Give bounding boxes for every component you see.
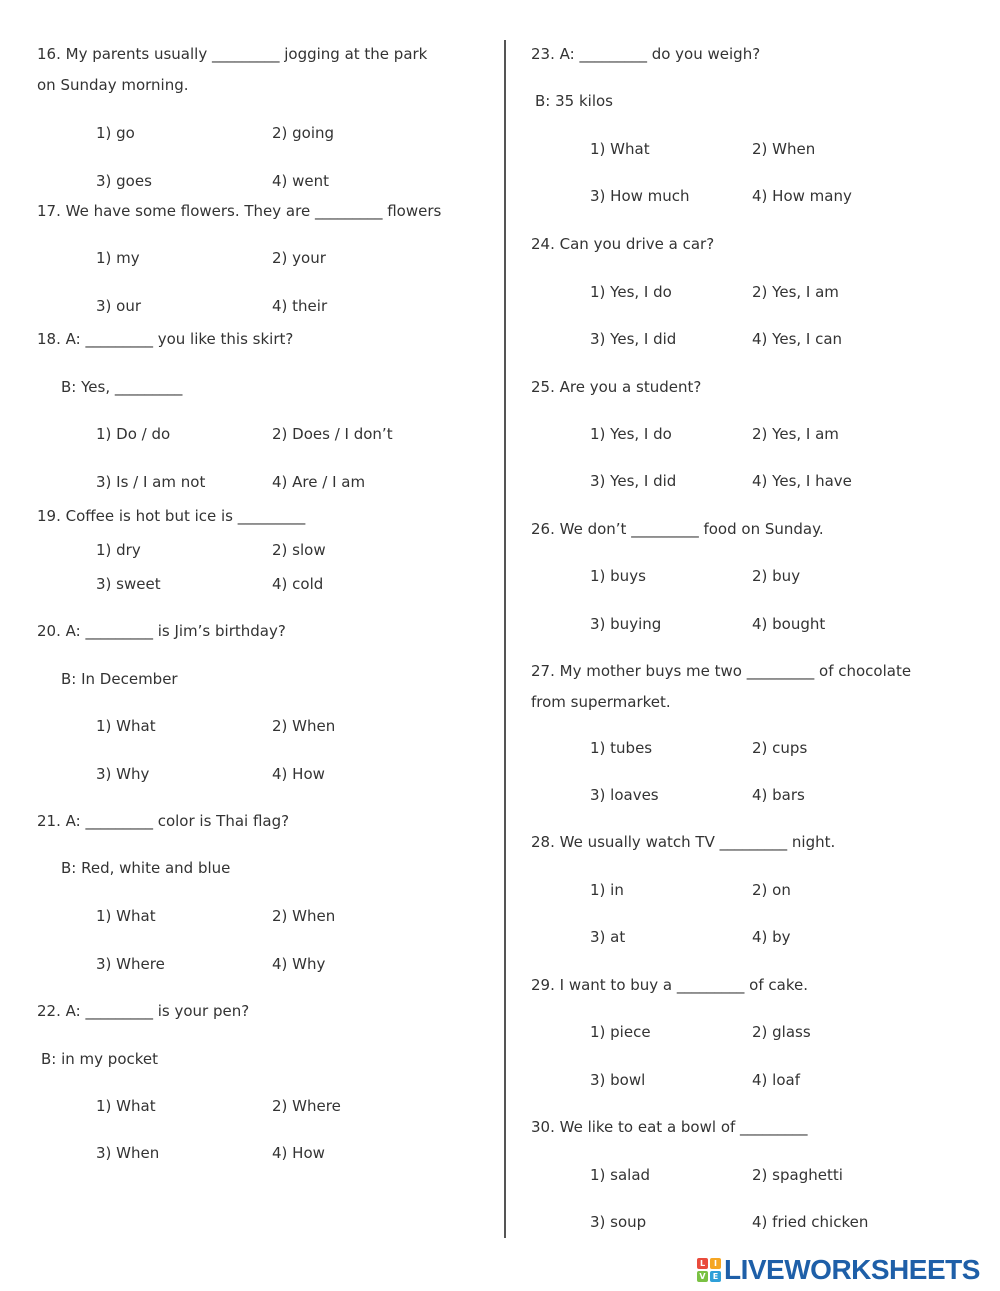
question-30-stem: 30. We like to eat a bowl of _________ — [531, 1118, 808, 1136]
question-30-option-4[interactable]: 4) fried chicken — [752, 1213, 869, 1231]
question-20-line-b: B: In December — [61, 670, 178, 688]
question-23-option-1[interactable]: 1) What — [590, 140, 650, 158]
question-17-option-3[interactable]: 3) our — [96, 297, 142, 315]
question-19-option-1[interactable]: 1) dry — [96, 541, 141, 559]
question-20-stem: 20. A: _________ is Jim’s birthday? — [37, 622, 286, 640]
question-20-option-3[interactable]: 3) Why — [96, 765, 150, 783]
question-16-stem-continued: on Sunday morning. — [37, 76, 189, 94]
question-28-option-2[interactable]: 2) on — [752, 881, 791, 899]
question-22-option-1[interactable]: 1) What — [96, 1097, 156, 1115]
question-27-stem: 27. My mother buys me two _________ of chocolate — [531, 662, 912, 680]
question-18-option-3[interactable]: 3) Is / I am not — [96, 473, 206, 491]
question-28-option-4[interactable]: 4) by — [752, 928, 791, 946]
question-30-option-2[interactable]: 2) spaghetti — [752, 1166, 843, 1184]
question-19-option-3[interactable]: 3) sweet — [96, 575, 161, 593]
logo-letter-v: V — [697, 1271, 708, 1282]
question-18-option-1[interactable]: 1) Do / do — [96, 425, 171, 443]
question-30-option-1[interactable]: 1) salad — [590, 1166, 651, 1184]
question-23-option-4[interactable]: 4) How many — [752, 187, 852, 205]
question-17-option-4[interactable]: 4) their — [272, 297, 328, 315]
question-16-stem: 16. My parents usually _________ jogging at the park — [37, 45, 428, 63]
question-28-option-3[interactable]: 3) at — [590, 928, 626, 946]
question-16-option-4[interactable]: 4) went — [272, 172, 330, 190]
question-24-option-4[interactable]: 4) Yes, I can — [752, 330, 843, 348]
question-17-option-1[interactable]: 1) my — [96, 249, 140, 267]
liveworksheets-logo-text: LIVEWORKSHEETS — [724, 1254, 980, 1285]
question-27-stem-continued: from supermarket. — [531, 693, 671, 711]
question-27-option-4[interactable]: 4) bars — [752, 786, 805, 804]
liveworksheets-logo[interactable] — [697, 1255, 980, 1285]
question-23-stem: 23. A: _________ do you weigh? — [531, 45, 761, 63]
question-28-option-1[interactable]: 1) in — [590, 881, 624, 899]
question-21-stem: 21. A: _________ color is Thai flag? — [37, 812, 290, 830]
question-27-option-1[interactable]: 1) tubes — [590, 739, 653, 757]
question-24-option-2[interactable]: 2) Yes, I am — [752, 283, 839, 301]
question-22-line-b: B: in my pocket — [41, 1050, 159, 1068]
question-22-option-3[interactable]: 3) When — [96, 1144, 160, 1162]
question-24-stem: 24. Can you drive a car? — [531, 235, 715, 253]
question-24-option-1[interactable]: 1) Yes, I do — [590, 283, 672, 301]
question-18-stem: 18. A: _________ you like this skirt? — [37, 330, 294, 348]
question-25-stem: 25. Are you a student? — [531, 378, 702, 396]
question-26-option-2[interactable]: 2) buy — [752, 567, 801, 585]
question-27-option-3[interactable]: 3) loaves — [590, 786, 659, 804]
question-16-option-2[interactable]: 2) going — [272, 124, 335, 142]
question-30-option-3[interactable]: 3) soup — [590, 1213, 647, 1231]
question-23-line-b: B: 35 kilos — [535, 92, 613, 110]
question-19-option-2[interactable]: 2) slow — [272, 541, 326, 559]
question-18-option-2[interactable]: 2) Does / I don’t — [272, 425, 393, 443]
question-29-option-4[interactable]: 4) loaf — [752, 1071, 800, 1089]
question-21-option-4[interactable]: 4) Why — [272, 955, 326, 973]
column-divider — [504, 40, 506, 1238]
question-25-option-3[interactable]: 3) Yes, I did — [590, 472, 677, 490]
question-20-option-2[interactable]: 2) When — [272, 717, 336, 735]
question-22-stem: 22. A: _________ is your pen? — [37, 1002, 250, 1020]
question-29-option-3[interactable]: 3) bowl — [590, 1071, 646, 1089]
question-25-option-2[interactable]: 2) Yes, I am — [752, 425, 839, 443]
question-16-option-1[interactable]: 1) go — [96, 124, 135, 142]
question-29-stem: 29. I want to buy a _________ of cake. — [531, 976, 808, 994]
question-26-option-3[interactable]: 3) buying — [590, 615, 662, 633]
question-21-line-b: B: Red, white and blue — [61, 859, 231, 877]
question-29-option-2[interactable]: 2) glass — [752, 1023, 811, 1041]
question-22-option-4[interactable]: 4) How — [272, 1144, 325, 1162]
question-20-option-4[interactable]: 4) How — [272, 765, 325, 783]
question-16-option-3[interactable]: 3) goes — [96, 172, 152, 190]
question-19-option-4[interactable]: 4) cold — [272, 575, 324, 593]
question-20-option-1[interactable]: 1) What — [96, 717, 156, 735]
liveworksheets-logo-icon — [697, 1258, 721, 1282]
question-17-option-2[interactable]: 2) your — [272, 249, 326, 267]
question-26-option-4[interactable]: 4) bought — [752, 615, 826, 633]
question-23-option-3[interactable]: 3) How much — [590, 187, 690, 205]
logo-letter-i: I — [710, 1258, 721, 1269]
question-21-option-1[interactable]: 1) What — [96, 907, 156, 925]
question-25-option-4[interactable]: 4) Yes, I have — [752, 472, 852, 490]
question-27-option-2[interactable]: 2) cups — [752, 739, 808, 757]
logo-letter-l: L — [697, 1258, 708, 1269]
question-21-option-3[interactable]: 3) Where — [96, 955, 165, 973]
question-29-option-1[interactable]: 1) piece — [590, 1023, 651, 1041]
question-25-option-1[interactable]: 1) Yes, I do — [590, 425, 672, 443]
question-18-line-b: B: Yes, _________ — [61, 378, 183, 396]
question-28-stem: 28. We usually watch TV _________ night. — [531, 833, 836, 851]
question-17-stem: 17. We have some flowers. They are _________ flowers — [37, 202, 442, 220]
question-22-option-2[interactable]: 2) Where — [272, 1097, 341, 1115]
logo-letter-e: E — [710, 1271, 721, 1282]
question-18-option-4[interactable]: 4) Are / I am — [272, 473, 366, 491]
question-26-option-1[interactable]: 1) buys — [590, 567, 646, 585]
question-26-stem: 26. We don’t _________ food on Sunday. — [531, 520, 824, 538]
question-24-option-3[interactable]: 3) Yes, I did — [590, 330, 677, 348]
question-19-stem: 19. Coffee is hot but ice is _________ — [37, 507, 306, 525]
question-23-option-2[interactable]: 2) When — [752, 140, 816, 158]
question-21-option-2[interactable]: 2) When — [272, 907, 336, 925]
